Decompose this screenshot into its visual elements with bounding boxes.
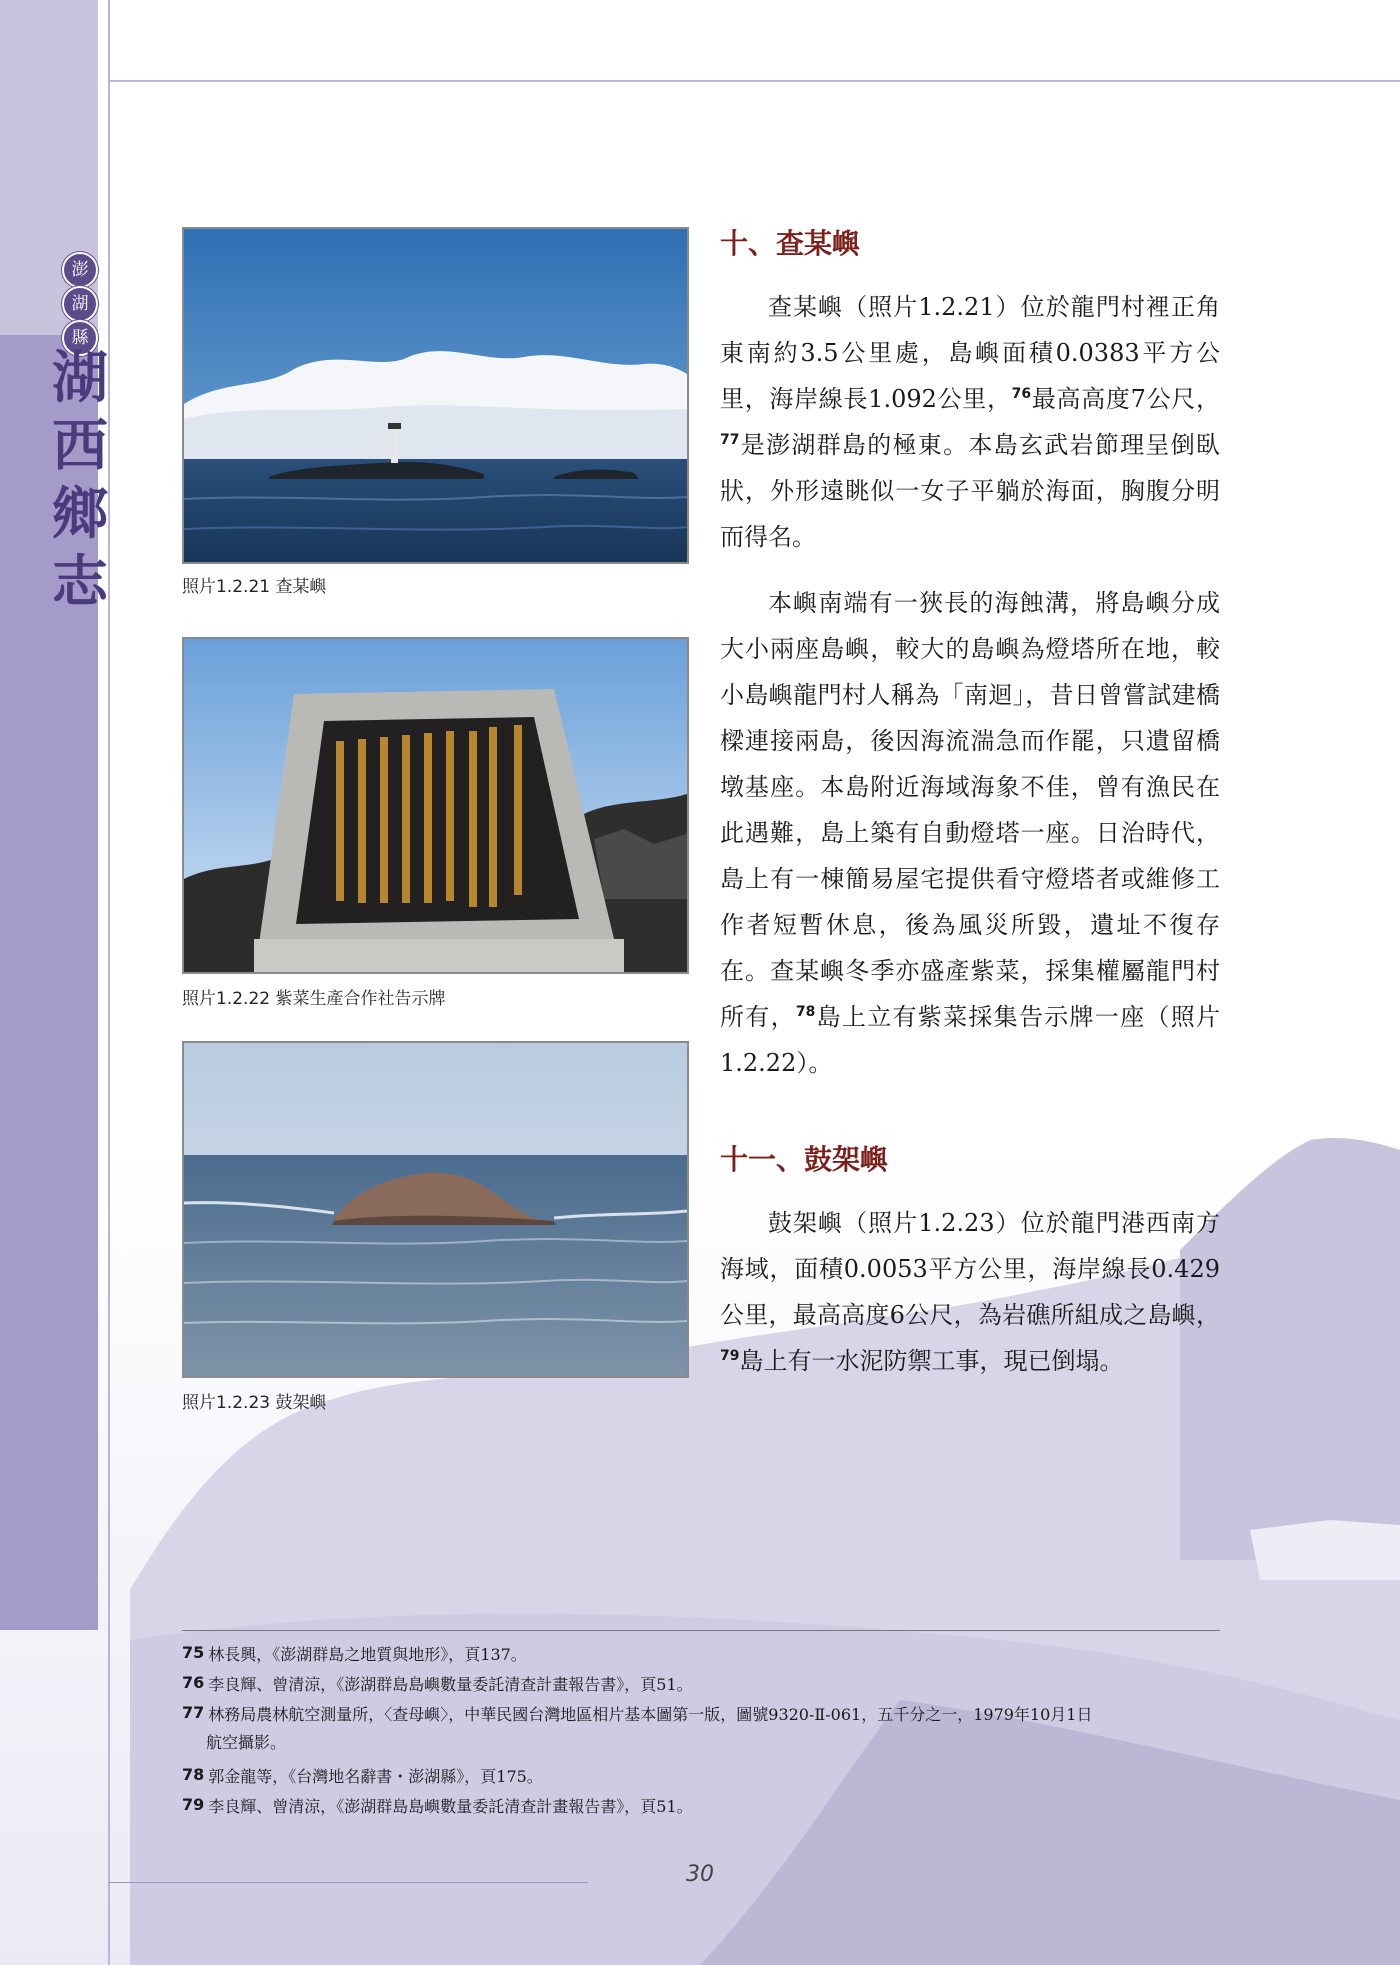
photo-gujia-islet-image (184, 1043, 687, 1376)
footnote-ref[interactable]: 79 (720, 1348, 740, 1364)
photo-seaweed-sign (182, 637, 689, 974)
sidebar-title-char: 西 (52, 413, 108, 479)
section-heading: 十、查某嶼 (720, 227, 861, 260)
footnote-ref[interactable]: 78 (795, 1004, 816, 1020)
footnote-rule (182, 1630, 1220, 1631)
footnote-ref[interactable]: 77 (720, 432, 740, 448)
photo-seaweed-sign-image (184, 639, 687, 972)
photo-gujia-islet (182, 1041, 689, 1378)
footnote-ref[interactable]: 76 (1011, 386, 1032, 402)
sidebar-badge: 湖 (62, 286, 98, 322)
section-paragraph: 本嶼南端有一狹長的海蝕溝，將島嶼分成大小兩座島嶼，較大的島嶼為燈塔所在地，較小島嶼龍門村人稱為「南迴」，昔日曾嘗試建橋樑連接兩島，後因海流湍急而作罷，只遺留橋墩基座。本島附近海域海象不佳，曾有漁民在此遇難，島上築有自動燈塔一座。日治時代，島上有一棟簡易屋宅提供看守燈塔者或維修工作者短暫休息，後為風災所毀，遺址不復存在。查某嶼冬季亦盛產紫菜，採集權屬龍門村所有，$^{78}$島上立有紫菜採集告示牌一座（照片1.2.22）。 (720, 589, 1221, 1077)
sidebar-badge: 澎 (62, 252, 98, 288)
footer-rule (108, 1882, 588, 1883)
section-paragraph: 查某嶼（照片1.2.21）位於龍門村裡正角東南約3.5公里處，島嶼面積0.0383平方公里，海岸線長1.092公里，$^{76}$最高高度7公尺，$^{77}$是澎湖群島的極東。本島玄武岩節理呈倒臥狀，外形遠眺似一女子平躺於海面，胸腹分明而得名。 (720, 293, 1220, 551)
photo-chamou-islet-image (184, 229, 687, 562)
section-paragraph: 鼓架嶼（照片1.2.23）位於龍門港西南方海域，面積0.0053平方公里，海岸線長0.429公里，最高高度6公尺，為岩礁所組成之島嶼，$^{79}$島上有一水泥防禦工事，現已倒塌。 (720, 1209, 1220, 1375)
vertical-rule (108, 0, 110, 1965)
header-rule (108, 80, 1400, 82)
footnote-item: 75 林長興，《澎湖群島之地質與地形》，頁137。 (182, 1643, 527, 1664)
page-number: 30 (686, 1862, 714, 1887)
sidebar-badge: 縣 (62, 320, 98, 356)
photo-chamou-islet (182, 227, 689, 564)
section-heading: 十一、鼓架嶼 (720, 1143, 889, 1176)
footnote-item: 77 林務局農林航空測量所，〈查母嶼〉，中華民國台灣地區相片基本圖第一版，圖號9320-Ⅱ-061，五千分之一，1979年10月1日 (182, 1703, 1093, 1724)
sidebar-title-char: 鄉 (52, 481, 108, 547)
footnote-item: 78 郭金龍等，《台灣地名辭書・澎湖縣》，頁175。 (182, 1765, 543, 1786)
sidebar-title-char: 湖 (52, 345, 108, 411)
footnote-item: 79 李良輝、曾清涼，《澎湖群島島嶼數量委託清查計畫報告書》，頁51。 (182, 1795, 693, 1816)
photo-caption: 照片1.2.22 紫菜生產合作社告示牌 (182, 989, 446, 1009)
photo-caption: 照片1.2.23 鼓架嶼 (182, 1393, 327, 1413)
photo-caption: 照片1.2.21 查某嶼 (182, 577, 327, 597)
footnote-item-continued: 航空攝影。 (206, 1733, 287, 1752)
sidebar-title-char: 志 (52, 549, 108, 615)
footnote-item: 76 李良輝、曾清涼，《澎湖群島島嶼數量委託清查計畫報告書》，頁51。 (182, 1673, 693, 1694)
